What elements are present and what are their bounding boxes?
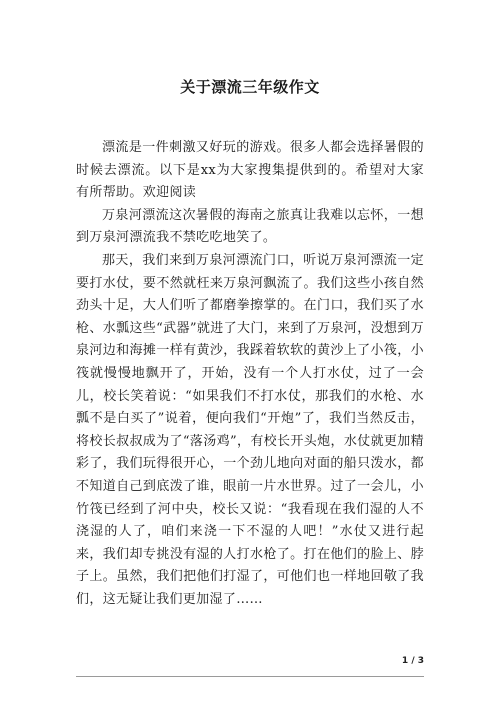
document-title: 关于漂流三年级作文 [180, 78, 320, 96]
paragraph-main: 那天，我们来到万泉河漂流门口，听说万泉河漂流一定要打水仗，要不然就枉来万泉河飘流了。我们这些小孩自然劲头十足，大人们听了都磨拳擦掌的。在门口，我们买了水枪、水瓢这些“武器”就进了大门，来到了万泉河，没想到万泉河边和海摊一样有黄沙，我踩着软软的黄沙上了小筏，小筏就慢慢地飘开了，开始，没有一个人打水仗，过了一会儿，校长笑着说：“如果我们不打水仗，那我们的水枪、水瓢不是白买了”说着，便向我们“开炮”了，我们当然反击，将校长叔叔成为了“落汤鸡”，有校长开头炮，水仗就更加精彩了，我们玩得很开心，一个劲儿地向对面的船只泼水，都不知道自己到底泼了谁，眼前一片水世界。过了一会儿，小竹筏已经到了河中央，校长又说：“我看现在我们湿的人不浇湿的人了，咱们来浇一下不湿的人吧！”水仗又进行起来，我们却专挑没有湿的人打水枪了。打在他们的脸上、脖子上。虽然，我们把他们打湿了，可他们也一样地回敬了我们，这无疑让我们更加湿了…… [76, 252, 424, 607]
document-body [76, 137, 424, 611]
page-number: 1 / 3 [401, 656, 424, 666]
paragraph-opening: 万泉河漂流这次暑假的海南之旅真让我难以忘怀，一想到万泉河漂流我不禁吃吃地笑了。 [76, 207, 424, 246]
paragraph-intro: 漂流是一件刺激又好玩的游戏。很多人都会选择暑假的时候去漂流。以下是xx为大家搜集提供到的。希望对大家有所帮助。欢迎阅读 [76, 140, 424, 201]
footer-divider [76, 676, 424, 677]
